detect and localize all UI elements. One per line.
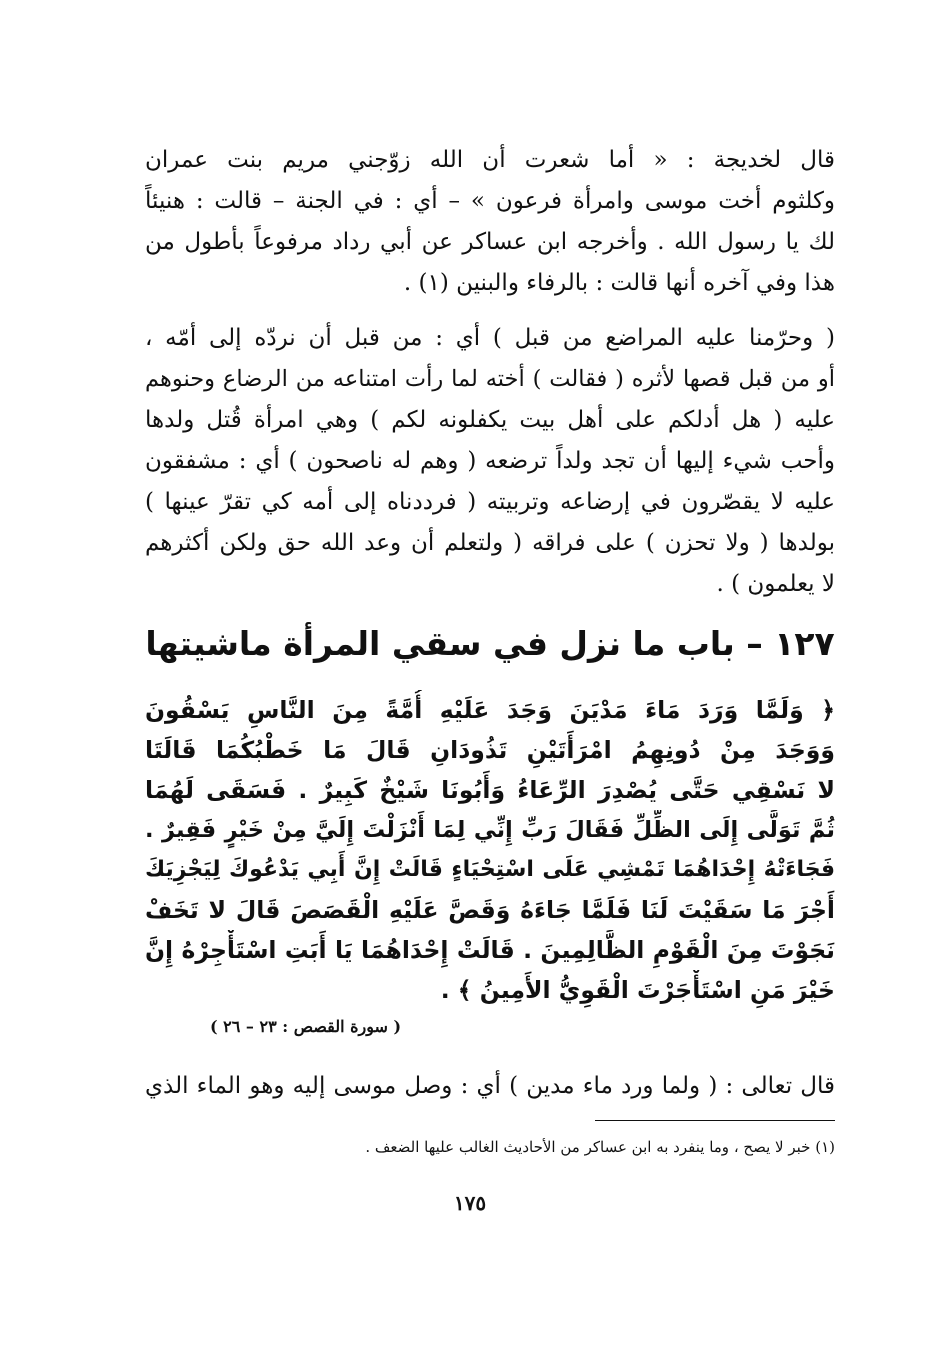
footnote-divider <box>595 1120 835 1121</box>
verse-line: ﴿ وَلَمَّا وَرَدَ مَاءَ مَدْيَنَ وَجَدَ عَلَيْهِ أُمَّةً مِنَ النَّاسِ يَسْقُونَ <box>145 696 835 724</box>
text-line: وأحب شيء إليها أن تجد ولداً ترضعه ( وهم له ناصحون ) أي : مشفقون <box>145 448 835 474</box>
text-line: وكلثوم أخت موسى وامرأة فرعون » – أي : في الجنة – قالت : هنيئاً <box>145 188 835 214</box>
surah-citation: ( سورة القصص : ٢٣ – ٢٦ ) <box>210 1017 402 1036</box>
chapter-heading: ١٢٧ – باب ما نزل في سقي المرأة ماشيتها <box>145 624 835 663</box>
text-line: عليه ( هل أدلكم على أهل بيت يكفلونه لكم ) وهي امرأة قُتل ولدها <box>145 407 835 433</box>
verse-line: لا نَسْقِي حَتَّى يُصْدِرَ الرِّعَاءُ وَأَبُونَا شَيْخٌ كَبِيرٌ . فَسَقَى لَهُمَا <box>145 776 835 804</box>
verse-line: فَجَاءَتْهُ إِحْدَاهُمَا تَمْشِي عَلَى اسْتِحْيَاءٍ قَالَتْ إِنَّ أَبِي يَدْعُوكَ لِيَجْزِيَكَ <box>145 857 835 882</box>
verse-line: أَجْرَ مَا سَقَيْتَ لَنَا فَلَمَّا جَاءَهُ وَقَصَّ عَلَيْهِ الْقَصَصَ قَالَ لا تَخَفْ <box>145 896 835 924</box>
text-line: عليه لا يقصّرون في إرضاعه وتربيته ( فرددناه إلى أمه كي تقرّ عينها ) <box>145 489 835 515</box>
verse-line: وَوَجَدَ مِنْ دُونِهِمُ امْرَأَتَيْنِ تَذُودَانِ قَالَ مَا خَطْبُكُمَا قَالَتَا <box>145 736 835 764</box>
text-line: لا يعلمون ) . <box>716 571 835 597</box>
text-line: هذا وفي آخره أنها قالت : بالرفاء والبنين (١) . <box>403 270 835 296</box>
verse-line: خَيْرَ مَنِ اسْتَأْجَرْتَ الْقَوِيُّ الأَمِينُ ﴾ . <box>440 976 835 1004</box>
page-number: ١٧٥ <box>453 1191 487 1215</box>
verse-line: نَجَوْتَ مِنَ الْقَوْمِ الظَّالِمِينَ . قَالَتْ إِحْدَاهُمَا يَا أَبَتِ اسْتَأْجِرْهُ إِنَّ <box>145 936 835 964</box>
text-line: قال تعالى : ( ولما ورد ماء مدين ) أي : وصل موسى إليه وهو الماء الذي <box>145 1073 835 1099</box>
verse-line: ثُمَّ تَوَلَّى إِلَى الظِّلِّ فَقَالَ رَبِّ إِنِّي لِمَا أَنْزَلْتَ إِلَيَّ مِنْ خَيْرٍ فَقِيرٌ . <box>145 817 835 843</box>
quran-passage <box>145 690 835 1010</box>
text-line: بولدها ( ولا تحزن ) على فراقه ( ولتعلم أن وعد الله حق ولكن أكثرهم <box>145 530 835 556</box>
text-line: ( وحرّمنا عليه المراضع من قبل ) أي : من قبل أن نردّه إلى أمّه ، <box>145 325 835 351</box>
paragraph-commentary <box>145 318 835 605</box>
footnote: (١) خبر لا يصح ، وما ينفرد به ابن عساكر من الأحاديث الغالب عليها الضعف . <box>365 1138 835 1156</box>
text-line: أو من قبل قصها لأثره ( فقالت ) أخته لما رأت امتناعه من الرضاع وحنوهم <box>145 366 835 392</box>
paragraph-hadith-khadija <box>145 140 835 304</box>
text-line: قال لخديجة : « أما شعرت أن الله زوّجني مريم بنت عمران <box>145 147 835 173</box>
paragraph-tafsir <box>145 1066 835 1106</box>
text-line: لك يا رسول الله . وأخرجه ابن عساكر عن أبي رداد مرفوعاً بأطول من <box>145 229 835 255</box>
